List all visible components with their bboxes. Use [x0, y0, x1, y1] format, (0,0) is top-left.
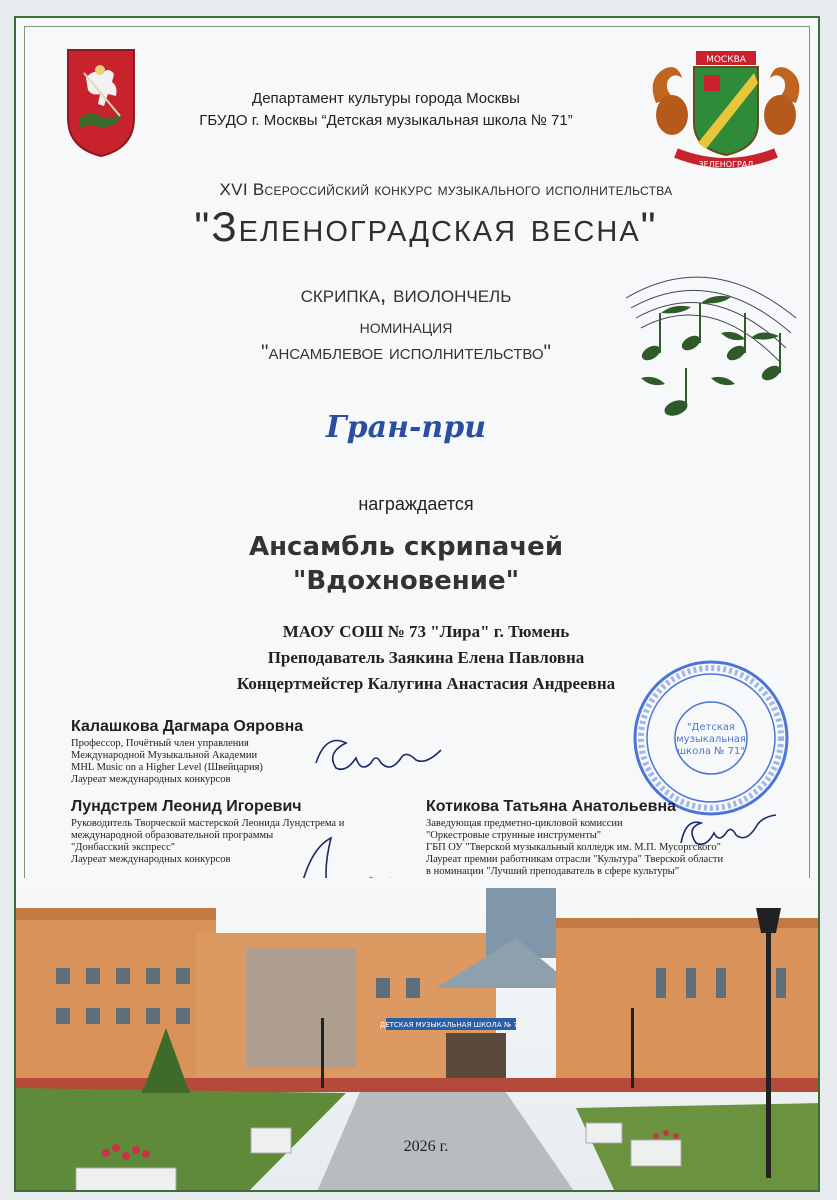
- instruments: скрипка, виолончель: [300, 281, 512, 308]
- official-stamp: [631, 658, 791, 818]
- institution: МАОУ СОШ № 73 "Лира" г. Тюмень: [282, 622, 570, 641]
- jury-line: "Оркестровые струнные инструменты": [426, 830, 602, 841]
- stamp-line2: музыкальная: [676, 734, 746, 745]
- stamp-line1: "Детская: [686, 722, 736, 733]
- school-name: ГБУДО г. Москвы “Детская музыкальная школа № 71”: [199, 112, 573, 129]
- moscow-coat-of-arms-icon: [66, 48, 136, 158]
- emblem-bottom-label: ЗЕЛЕНОГРАД: [698, 160, 754, 169]
- jury-line: Профессор, Почётный член управления: [71, 738, 249, 749]
- jury-line: MHL Music on a Higher Level (Швейцария): [71, 762, 263, 773]
- nomination-label: номинация: [359, 316, 453, 338]
- jury-name: Котикова Татьяна Анатольевна: [426, 798, 677, 815]
- jury-line: Международной Музыкальной Академии: [71, 750, 258, 761]
- jury-line: Заведующая предметно-цикловой комиссии: [426, 818, 623, 829]
- festival-title: "Зеленоградская весна": [194, 203, 658, 250]
- emblem-top-label: МОСКВА: [706, 55, 746, 65]
- accompanist: Концертмейстер Калугина Анастасия Андреевна: [236, 674, 616, 693]
- ensemble-name-line1: Ансамбль скрипачей: [248, 532, 564, 562]
- contest-title: XVI Всероссийский конкурс музыкального исполнительства: [219, 180, 673, 199]
- jury-line: международной образовательной программы: [71, 830, 274, 841]
- year: 2026 г.: [403, 1138, 449, 1155]
- jury-name: Лундстрем Леонид Игоревич: [71, 798, 302, 815]
- building-sign-text: ДЕТСКАЯ МУЗЫКАЛЬНАЯ ШКОЛА № 71: [379, 1021, 523, 1029]
- jury-name: Калашкова Дагмара Ояровна: [71, 718, 304, 735]
- jury-line: в номинации "Лучший преподаватель в сфере культуры": [426, 866, 680, 877]
- grand-prix-title: Гран-при: [325, 410, 487, 445]
- jury-line: Лауреат международных конкурсов: [71, 854, 231, 865]
- jury-line: ГБП ОУ "Тверской музыкальный колледж им. М.П. Мусоргского": [426, 842, 721, 853]
- jury-line: Руководитель Творческой мастерской Леонида Лундстрема и: [71, 818, 345, 829]
- nomination-name: "ансамблевое исполнительство": [260, 341, 551, 364]
- zelenograd-emblem-icon: [646, 43, 806, 178]
- signature-kalashkova: [306, 723, 456, 783]
- jury-line: "Донбасский экспресс": [71, 842, 176, 853]
- teacher: Преподаватель Заякина Елена Павловна: [267, 648, 585, 667]
- ensemble-name-line2: "Вдохновение": [292, 566, 520, 596]
- jury-line: Лауреат международных конкурсов: [71, 774, 231, 785]
- jury-line: Лауреат премии работникам отрасли "Культура" Тверской области: [426, 854, 724, 865]
- awarded-label: награждается: [358, 494, 474, 514]
- music-notes-decoration-icon: [621, 258, 801, 428]
- stamp-line3: школа № 71": [677, 746, 745, 757]
- signature-kotikova: [676, 808, 786, 858]
- department-name: Департамент культуры города Москвы: [252, 90, 520, 107]
- diploma-page: [14, 16, 820, 1192]
